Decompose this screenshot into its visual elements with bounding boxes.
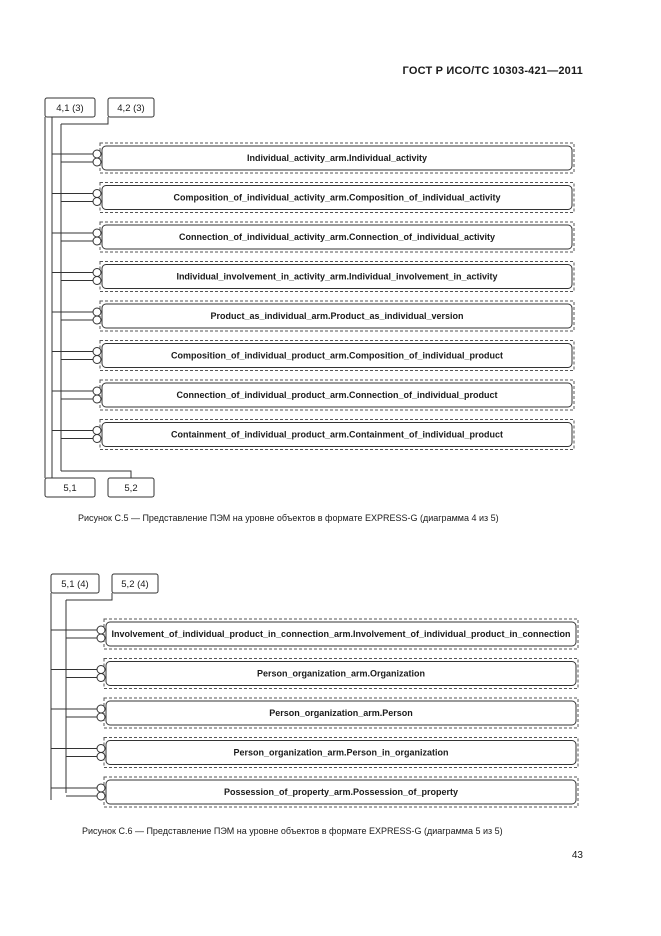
page-ref-4-2-3 xyxy=(108,98,154,117)
figure-c5-caption: Рисунок С.5 — Представление ПЭМ на уровне объектов в формате EXPRESS-G (диаграмма 4 из 5) xyxy=(78,513,499,523)
entity-box xyxy=(51,619,578,649)
svg-text:5,1: 5,1 xyxy=(63,483,77,494)
svg-text:4,2 (3): 4,2 (3) xyxy=(117,103,145,114)
svg-text:5,2: 5,2 xyxy=(124,483,138,494)
relation-circle xyxy=(93,308,101,316)
entity-box xyxy=(51,698,578,728)
entity-box xyxy=(52,341,574,371)
relation-circle xyxy=(97,784,105,792)
relation-circle xyxy=(93,316,101,324)
entity-box xyxy=(52,143,574,173)
relation-circle xyxy=(97,705,105,713)
page-ref-5-1 xyxy=(45,478,95,497)
relation-circle xyxy=(97,634,105,642)
figure-c6-caption: Рисунок С.6 — Представление ПЭМ на уровне объектов в формате EXPRESS-G (диаграмма 5 из 5) xyxy=(82,826,503,836)
page-ref-5-2-4 xyxy=(112,574,158,593)
entity-label: Person_organization_arm.Organization xyxy=(256,668,426,679)
entity-label: Composition_of_individual_product_arm.Composition_of_individual_product xyxy=(170,350,504,361)
relation-circle xyxy=(93,237,101,245)
relation-circle xyxy=(93,269,101,277)
relation-circle xyxy=(93,348,101,356)
relation-circle xyxy=(97,626,105,634)
entity-label: Connection_of_individual_activity_arm.Connection_of_individual_activity xyxy=(178,232,496,242)
relation-circle xyxy=(93,435,101,443)
page-number: 43 xyxy=(571,850,583,861)
entity-box xyxy=(52,262,574,292)
entity-box xyxy=(52,380,574,410)
entity-label: Involvement_of_individual_product_in_connection_arm.Involvement_of_individual_product_in_connection xyxy=(111,629,571,639)
entity-label: Composition_of_individual_activity_arm.Composition_of_individual_activity xyxy=(173,192,501,203)
entity-box xyxy=(51,659,578,689)
page-ref-5-1-4 xyxy=(51,574,99,593)
relation-circle xyxy=(93,229,101,237)
figure-c6-diagram xyxy=(51,574,578,807)
relation-circle xyxy=(93,277,101,285)
relation-circle xyxy=(93,158,101,166)
page-ref-5-2 xyxy=(108,478,154,497)
figure-c5-diagram xyxy=(45,98,574,497)
relation-circle xyxy=(93,427,101,435)
entity-label: Possession_of_property_arm.Possession_of_property xyxy=(223,787,459,797)
relation-circle xyxy=(93,395,101,403)
fig6-connector-lines xyxy=(51,593,112,800)
relation-circle xyxy=(97,666,105,674)
relation-circle xyxy=(93,198,101,206)
relation-circle xyxy=(97,792,105,800)
relation-circle xyxy=(97,713,105,721)
page-ref-4-1-3 xyxy=(45,98,95,117)
entity-label: Containment_of_individual_product_arm.Containment_of_individual_product xyxy=(170,429,504,440)
entity-box xyxy=(52,222,574,252)
relation-circle xyxy=(93,150,101,158)
relation-circle xyxy=(97,674,105,682)
standard-header: ГОСТ Р ИСО/ТС 10303-421—2011 xyxy=(402,65,583,77)
relation-circle xyxy=(93,387,101,395)
entity-box xyxy=(52,420,574,450)
relation-circle xyxy=(97,753,105,761)
entity-box xyxy=(52,183,574,213)
entity-box xyxy=(52,301,574,331)
entity-box xyxy=(51,738,578,768)
svg-text:5,2 (4): 5,2 (4) xyxy=(121,579,149,590)
entity-label: Individual_involvement_in_activity_arm.Individual_involvement_in_activity xyxy=(176,271,498,282)
entity-label: Connection_of_individual_product_arm.Connection_of_individual_product xyxy=(176,390,498,400)
entity-label: Person_organization_arm.Person xyxy=(269,708,413,718)
entity-box xyxy=(51,777,578,807)
svg-text:4,1 (3): 4,1 (3) xyxy=(56,103,84,114)
relation-circle xyxy=(97,745,105,753)
relation-circle xyxy=(93,356,101,364)
entity-label: Product_as_individual_arm.Product_as_individual_version xyxy=(210,311,464,321)
entity-label: Person_organization_arm.Person_in_organization xyxy=(233,747,449,758)
svg-text:5,1 (4): 5,1 (4) xyxy=(61,579,89,590)
relation-circle xyxy=(93,190,101,198)
entity-label: Individual_activity_arm.Individual_activity xyxy=(246,153,428,163)
